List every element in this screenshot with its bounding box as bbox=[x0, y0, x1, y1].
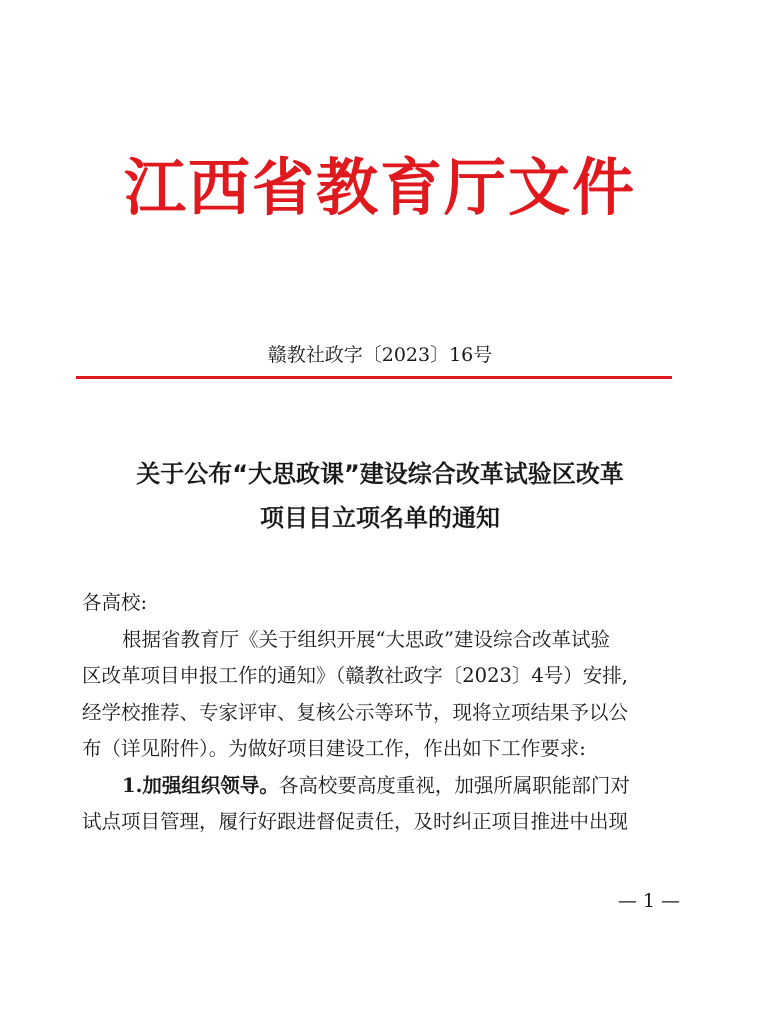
paragraph-line: 区改革项目申报工作的通知》（赣教社政字〔2023〕4号）安排, bbox=[82, 664, 628, 687]
notice-title-line-2: 项目目立项名单的通知 bbox=[260, 504, 500, 532]
page-number: — 1 — bbox=[617, 890, 680, 912]
paragraph-line: 根据省教育厅《关于组织开展“大思政”建设综合改革试验 bbox=[122, 627, 610, 651]
item-1-line bbox=[82, 768, 682, 805]
document-body bbox=[82, 585, 682, 841]
item-1-text: 各高校要高度重视，加强所属职能部门对 bbox=[278, 773, 630, 797]
notice-title bbox=[60, 452, 700, 540]
item-1-line: 试点项目管理，履行好跟进督促责任，及时纠正项目推进中出现 bbox=[82, 810, 629, 833]
paragraph-line: 经学校推荐、专家评审、复核公示等环节，现将立项结果予以公 bbox=[82, 700, 629, 724]
notice-title-line-1: 关于公布“大思政课”建设综合改革试验区改革 bbox=[136, 460, 624, 488]
red-divider-line bbox=[76, 376, 672, 379]
salutation: 各高校: bbox=[82, 591, 148, 614]
masthead-title: 江西省教育厅文件 bbox=[123, 151, 636, 224]
paragraph-line: 布（详见附件）。为做好项目建设工作，作出如下工作要求: bbox=[82, 737, 586, 760]
document-number: 赣教社政字〔2023〕16号 bbox=[267, 344, 493, 366]
item-1-heading: 1.加强组织领导。 bbox=[122, 773, 279, 797]
